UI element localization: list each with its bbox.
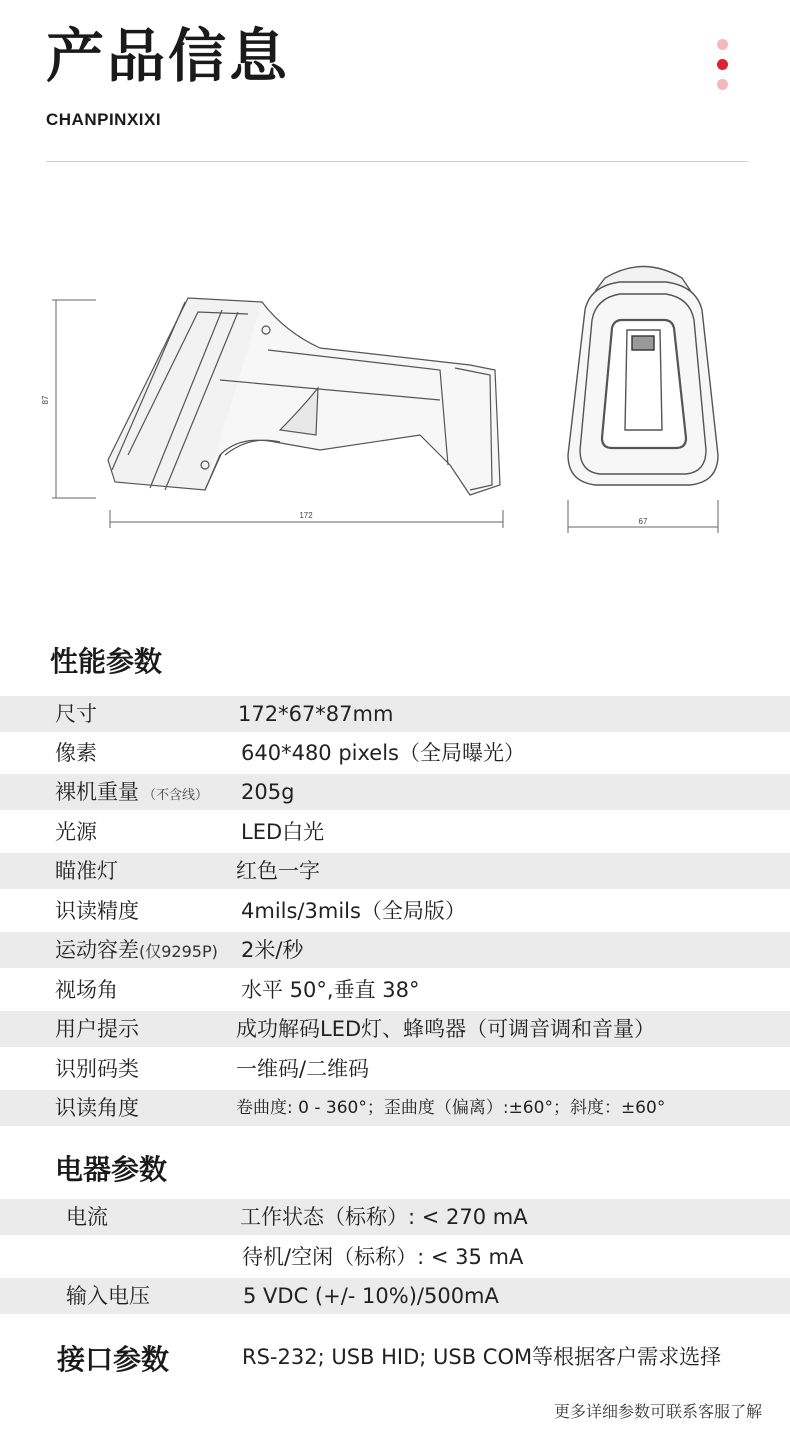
spec-row [0, 1239, 790, 1275]
spec-value: 2米/秒 [241, 938, 304, 962]
spec-label: 视场角 [55, 978, 118, 1002]
dot-icon [717, 39, 728, 50]
spec-label: 尺寸 [55, 702, 97, 726]
spec-label [55, 774, 208, 814]
spec-label [55, 932, 218, 970]
scanner-dimension-drawing [0, 250, 790, 550]
width-dimension-label: 67 [638, 517, 648, 526]
spec-label: 像素 [55, 741, 97, 765]
dot-icon [717, 79, 728, 90]
spec-label-note: (仅9295P) [139, 942, 218, 961]
spec-row [0, 814, 790, 850]
spec-value: 待机/空闲（标称）: < 35 mA [242, 1245, 524, 1269]
spec-value: 卷曲度: 0 - 360°；歪曲度（偏离）:±60°；斜度：±60° [236, 1098, 666, 1118]
spec-label-note: （不含线） [143, 788, 209, 803]
page-subtitle: CHANPINXIXI [46, 110, 162, 129]
spec-label-text: 运动容差 [55, 938, 139, 962]
spec-row [0, 932, 790, 968]
spec-value: 成功解码LED灯、蜂鸣器（可调音调和音量） [236, 1017, 656, 1041]
spec-row [0, 853, 790, 889]
spec-label-text: 裸机重量 [55, 780, 139, 804]
spec-label: 识别码类 [55, 1057, 139, 1081]
spec-row [0, 972, 790, 1008]
decorative-dots [717, 39, 729, 99]
spec-row [0, 1051, 790, 1087]
spec-label: 识读精度 [55, 899, 139, 923]
spec-row [0, 1011, 790, 1047]
spec-value: 水平 50°,垂直 38° [241, 978, 420, 1002]
spec-row [0, 1090, 790, 1126]
dot-icon [717, 59, 728, 70]
height-dimension-label: 87 [41, 395, 50, 405]
spec-label: 光源 [55, 820, 97, 844]
spec-value: 红色一字 [236, 859, 320, 883]
spec-value: 5 VDC (+/- 10%)/500mA [243, 1284, 499, 1308]
spec-value: 172*67*87mm [238, 702, 394, 726]
spec-value: 一维码/二维码 [236, 1057, 370, 1081]
length-dimension-label: 172 [299, 511, 313, 520]
spec-label: 输入电压 [66, 1284, 150, 1308]
spec-row [0, 774, 790, 810]
spec-value: 640*480 pixels（全局曝光） [241, 741, 525, 765]
spec-label: 电流 [66, 1205, 108, 1229]
spec-value: 205g [241, 780, 295, 804]
spec-value: LED白光 [241, 820, 325, 844]
interface-value: RS-232; USB HID; USB COM等根据客户需求选择 [242, 1345, 722, 1369]
spec-row [0, 735, 790, 771]
scanner-side-view [108, 298, 500, 495]
spec-row [0, 893, 790, 929]
footer-note: 更多详细参数可联系客服了解 [553, 1402, 762, 1421]
performance-heading: 性能参数 [50, 645, 163, 678]
spec-label: 识读角度 [55, 1096, 139, 1120]
spec-row [0, 1199, 790, 1235]
spec-value: 4mils/3mils（全局版） [241, 899, 466, 923]
electrical-heading: 电器参数 [55, 1153, 168, 1186]
spec-label: 用户提示 [55, 1017, 139, 1041]
scanner-front-view [568, 267, 718, 486]
page-title: 产品信息 [46, 22, 291, 90]
interface-heading: 接口参数 [57, 1343, 170, 1376]
spec-value: 工作状态（标称）: < 270 mA [240, 1205, 528, 1229]
spec-label: 瞄准灯 [55, 859, 118, 883]
spec-row [0, 1278, 790, 1314]
header-divider [46, 161, 748, 162]
spec-row [0, 696, 790, 732]
